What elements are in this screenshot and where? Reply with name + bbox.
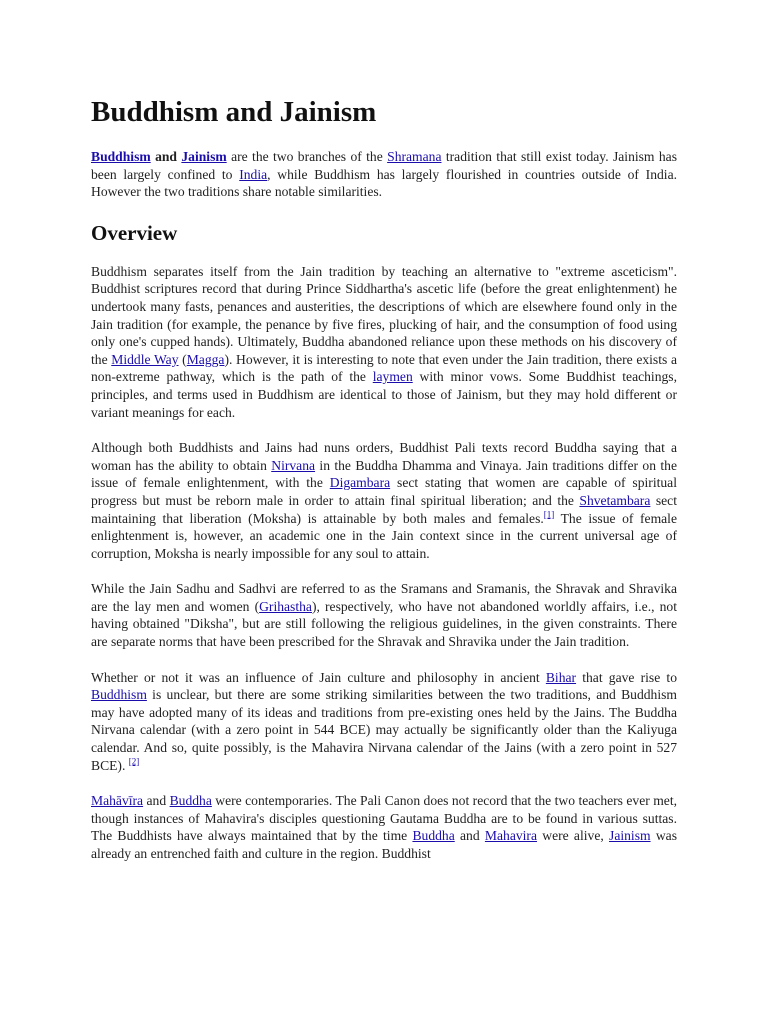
overview-paragraph-1 [91, 263, 677, 421]
p5-text-5: was already an entrenched faith and culture in the region. Buddhist [91, 828, 677, 861]
intro-text-3: , while Buddhism has largely flourished in countries outside of India. However the two traditions share notable similarities. [91, 166, 677, 200]
link-grihastha[interactable]: Grihastha [259, 598, 312, 614]
p2-text-3: sect stating that women are capable of spiritual progress but must be reborn male in order to attain final spiritual liberation; and the [91, 475, 677, 508]
link-mahavira[interactable]: Mahavira [484, 828, 537, 844]
link-bihar[interactable]: Bihar [545, 669, 577, 685]
reference-link-2[interactable]: [2] [128, 756, 140, 767]
p5-text-3: and [454, 828, 485, 844]
intro-and-text: and [150, 149, 182, 164]
link-middle-way[interactable]: Middle Way [111, 351, 179, 367]
p4-text-2: that gave rise to [576, 669, 678, 685]
overview-paragraph-4 [91, 669, 677, 775]
p4-text-1: Whether or not it was an influence of Jain culture and philosophy in ancient [91, 669, 546, 685]
intro-text-2: tradition that still exist today. Jainism has been largely confined to [91, 149, 677, 182]
p2-text-5: The issue of female enlightenment is, however, an academic one in the Jain context since in the current universal age of corruption, Moksha is nearly impossible for any soul to attain. [91, 510, 677, 561]
overview-paragraph-3 [91, 580, 677, 650]
p1-text-3: ). However, it is interesting to note that even under the Jain tradition, there exists a non-extreme pathway, which is the path of the [91, 351, 677, 385]
p3-text-1: While the Jain Sadhu and Sadhvi are referred to as the Sramans and Sramanis, the Shravak and Shravika are the lay men and women ( [91, 581, 677, 614]
p5-text-4: were alive, [537, 828, 610, 844]
link-jainism[interactable]: Jainism [181, 149, 227, 164]
overview-paragraph-2 [91, 439, 677, 562]
p5-text-2: were contemporaries. The Pali Canon does not record that the two teachers ever met, though instances of Mahavira's disciples questioning Gautama Buddha are to be found in various suttas. The Buddhists have always maintained that by the time [91, 793, 677, 844]
p1-text-2: ( [178, 351, 187, 367]
link-mahavira-diacritic[interactable]: Mahāvīra [91, 793, 144, 809]
link-buddhism[interactable]: Buddhism [91, 149, 151, 164]
article-body [91, 92, 677, 863]
link-nirvana[interactable]: Nirvana [271, 457, 316, 473]
overview-paragraph-5 [91, 792, 677, 862]
link-india[interactable]: India [239, 166, 268, 182]
intro-paragraph [91, 148, 677, 201]
p3-text-2: ), respectively, who have not abandoned worldly affairs, i.e., not having obtained "Diksha", but are still following the religious guidelines, in the given constraints. There are separate norms that have been prescribed for the Shravak and Shravika under the Jain tradition. [91, 598, 678, 650]
link-buddha[interactable]: Buddha [169, 793, 212, 809]
p2-text-2: in the Buddha Dhamma and Vinaya. Jain traditions differ on the issue of female enlightenment, with the [91, 457, 677, 491]
link-laymen[interactable]: laymen [372, 369, 413, 385]
page-title: Buddhism and Jainism [91, 96, 377, 128]
p2-text-4: sect maintaining that liberation (Moksha) is attainable by both males and females. [91, 492, 677, 526]
p1-text-4: with minor vows. Some Buddhist teachings, principles, and terms used in Buddhism are identical to those of Jainism, but they may hold different or variant meanings for each. [91, 369, 677, 420]
p4-text-3: is unclear, but there are some striking similarities between the two traditions, and Buddhism may have adopted many of its ideas and traditions from pre-existing ones held by the Jains. The Buddha Nirvana calendar (with a zero point in 544 BCE) may actually be significantly older than the Kaliyuga calendar. And so, quite possibly, is the Mahavira Nirvana calendar of the Jains (with a zero point in 527 BCE). [91, 687, 677, 773]
p5-text-1: and [143, 793, 170, 809]
link-magga[interactable]: Magga [186, 351, 225, 367]
p1-text-1: Buddhism separates itself from the Jain tradition by teaching an alternative to "extreme asceticism". Buddhist scriptures record that during Prince Siddhartha's ascetic life (before the great enlightenment) he undertook many fasts, penances and austerities, the descriptions of which are elsewhere found only in the Jain tradition (for example, the penance by five fires, plucking of hair, and the consumption of food using only one's cupped hands). Ultimately, Buddha abandoned reliance upon these methods on his discovery of the [91, 263, 677, 367]
link-shvetambara[interactable]: Shvetambara [579, 492, 651, 508]
link-shramana[interactable]: Shramana [387, 149, 442, 164]
intro-text-1: are the two branches of the [226, 149, 388, 164]
reference-link-1[interactable]: [1] [543, 508, 555, 519]
link-buddhism-2[interactable]: Buddhism [91, 687, 147, 703]
link-buddha-2[interactable]: Buddha [412, 828, 455, 844]
link-digambara[interactable]: Digambara [329, 475, 391, 491]
p2-text-1: Although both Buddhists and Jains had nuns orders, Buddhist Pali texts record Buddha saying that a woman has the ability to obtain [91, 440, 677, 473]
link-jainism-2[interactable]: Jainism [609, 828, 651, 844]
overview-heading: Overview [91, 220, 178, 245]
